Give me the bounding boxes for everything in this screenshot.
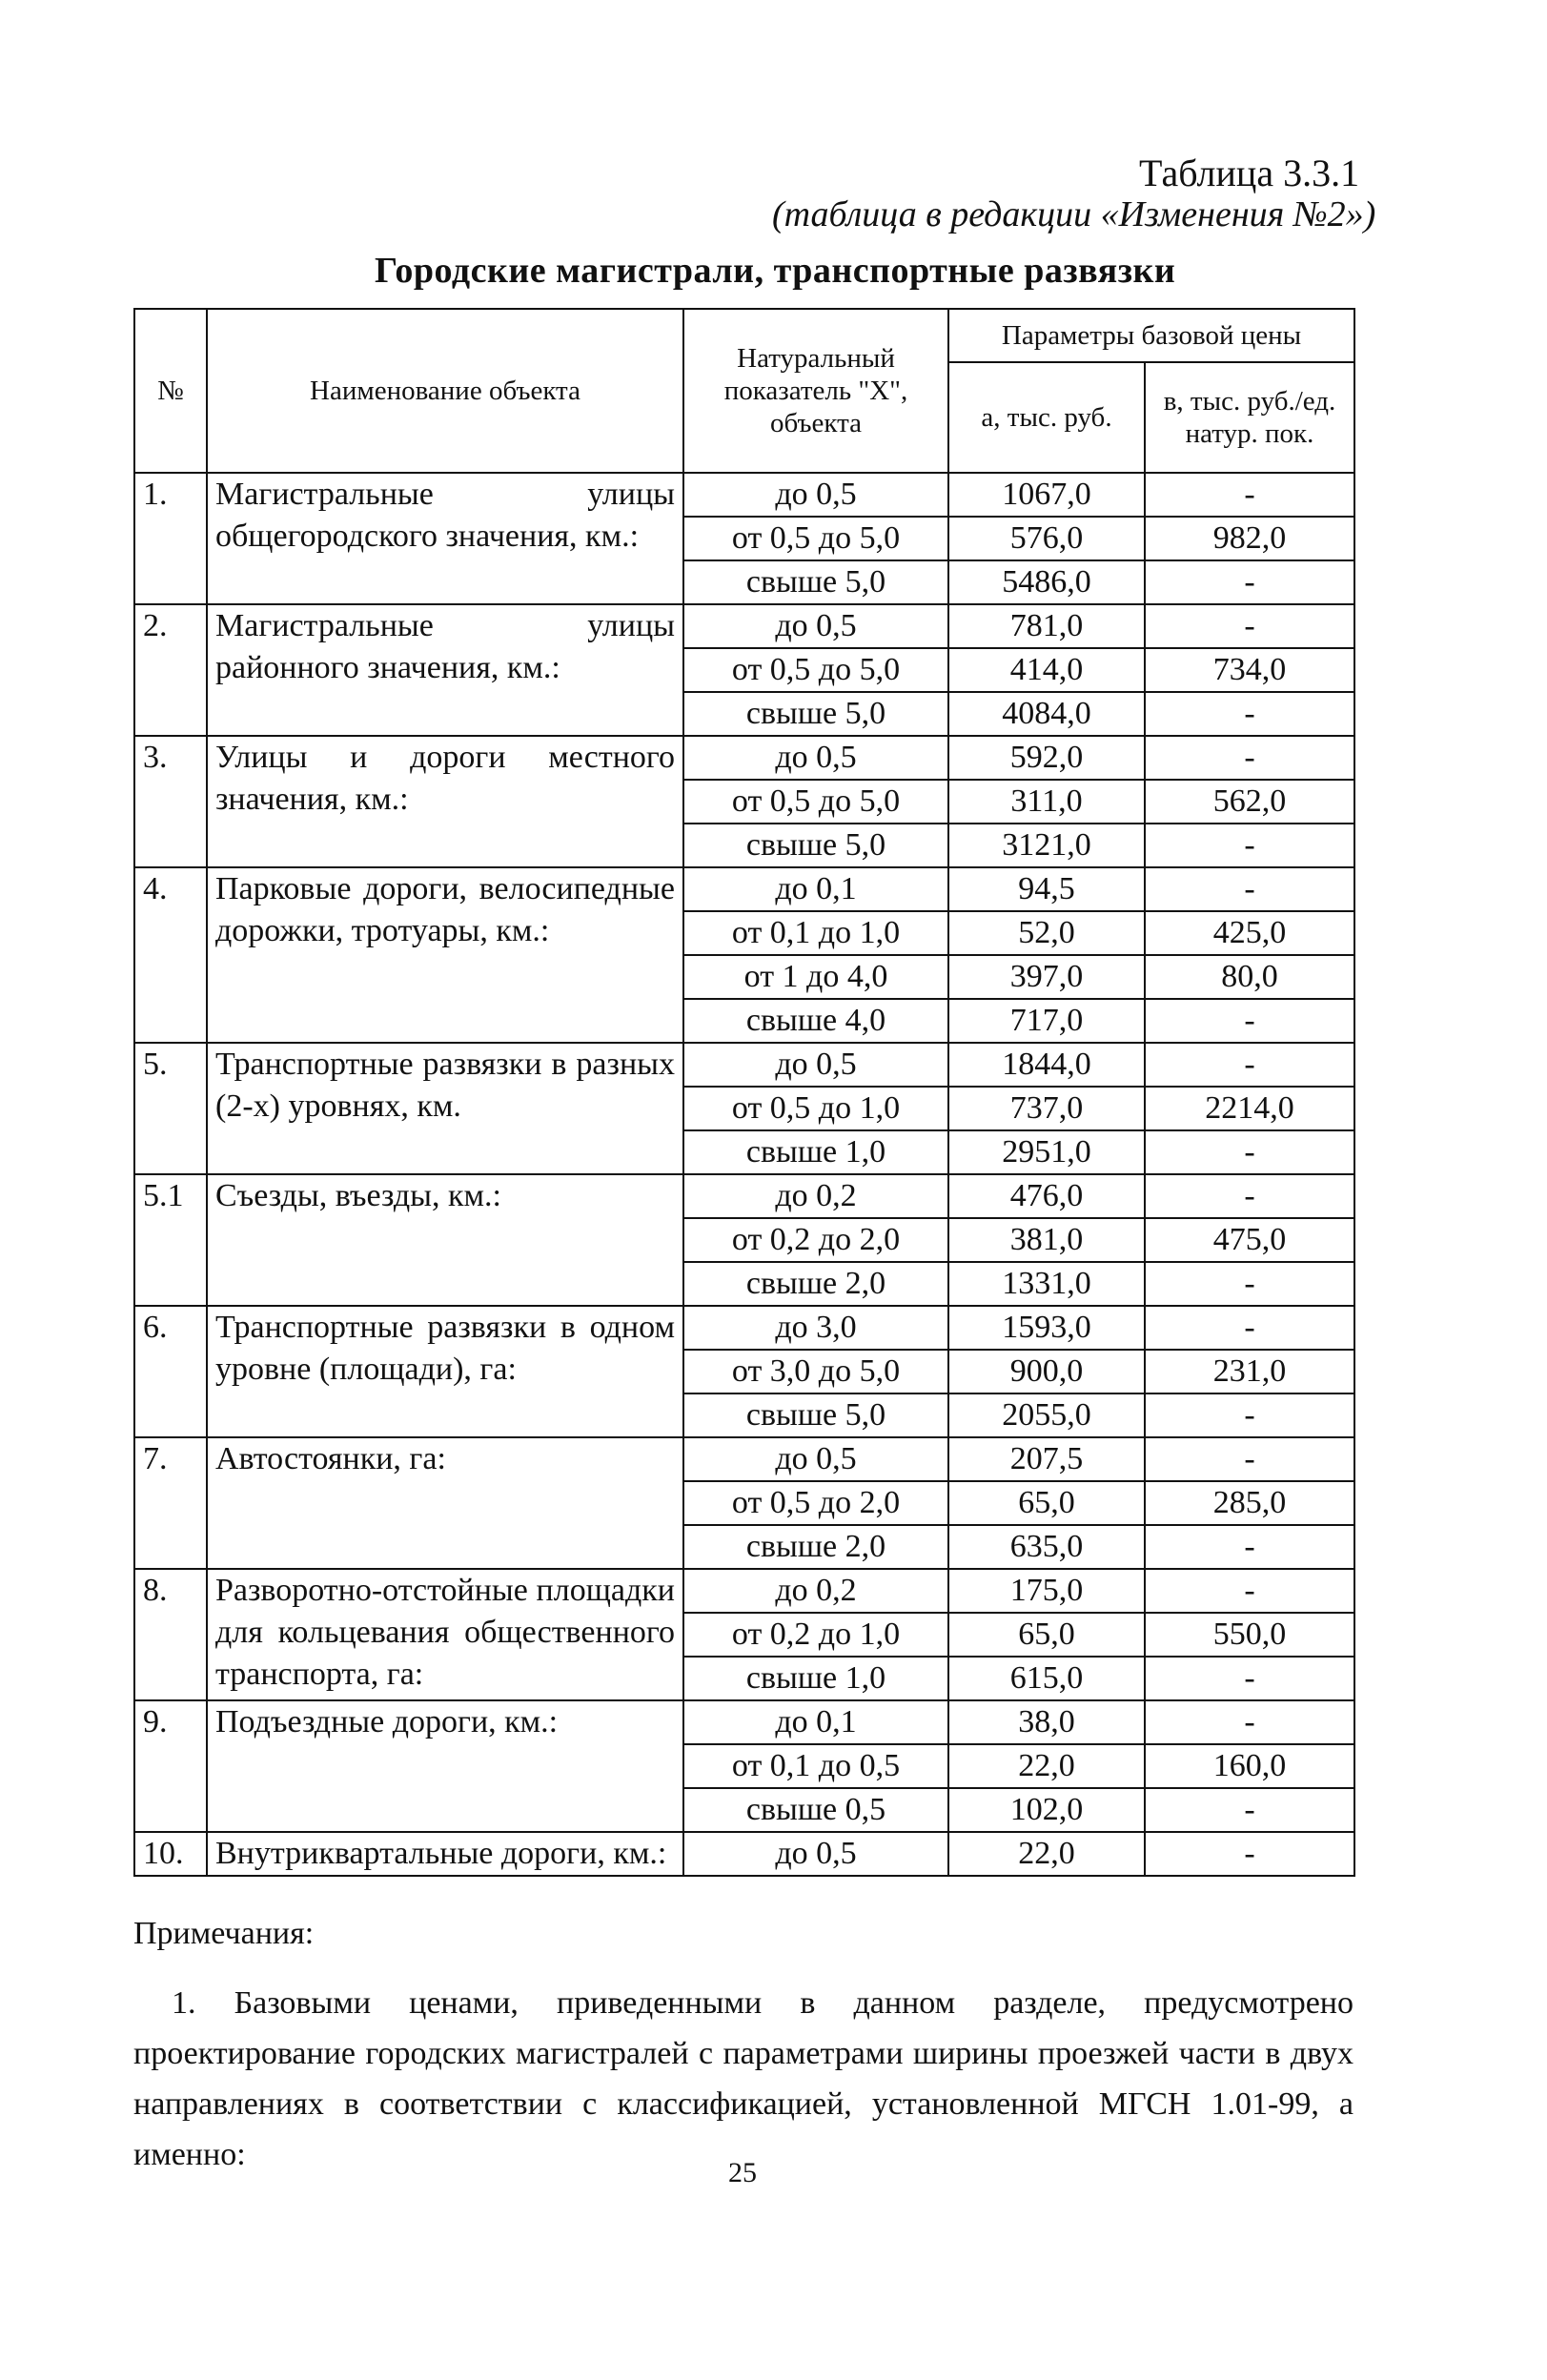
table-row (134, 736, 1354, 780)
price-b: 425,0 (1145, 911, 1354, 955)
price-b: 562,0 (1145, 780, 1354, 824)
price-b: 982,0 (1145, 517, 1354, 560)
header-natural: Натуральный показатель "X", объекта (683, 309, 948, 473)
natural-indicator: до 0,5 (683, 473, 948, 517)
price-a: 476,0 (948, 1174, 1145, 1218)
natural-indicator: от 0,5 до 5,0 (683, 517, 948, 560)
price-table (133, 308, 1355, 1877)
price-b: - (1145, 560, 1354, 604)
table-row (134, 1569, 1354, 1613)
natural-indicator: до 0,5 (683, 736, 948, 780)
natural-indicator: свыше 1,0 (683, 1657, 948, 1700)
object-name: Подъездные дороги, км.: (207, 1700, 683, 1832)
notes-heading: Примечания: (133, 1916, 315, 1951)
price-b: - (1145, 1437, 1354, 1481)
price-a: 52,0 (948, 911, 1145, 955)
natural-indicator: от 0,5 до 5,0 (683, 780, 948, 824)
object-name: Внутриквартальные дороги, км.: (207, 1832, 683, 1876)
price-b: 160,0 (1145, 1744, 1354, 1788)
natural-indicator: от 0,5 до 1,0 (683, 1087, 948, 1130)
price-b: - (1145, 1832, 1354, 1876)
price-b: - (1145, 1393, 1354, 1437)
price-a: 38,0 (948, 1700, 1145, 1744)
table-edition-note: (таблица в редакции «Изменения №2») (772, 194, 1376, 234)
natural-indicator: свыше 2,0 (683, 1525, 948, 1569)
natural-indicator: свыше 5,0 (683, 560, 948, 604)
table-number: Таблица 3.3.1 (1139, 152, 1360, 194)
price-a: 717,0 (948, 999, 1145, 1043)
price-b: - (1145, 1700, 1354, 1744)
table-row (134, 1174, 1354, 1218)
natural-indicator: до 0,5 (683, 1437, 948, 1481)
row-number: 5. (134, 1043, 207, 1174)
table-row (134, 1306, 1354, 1350)
price-b: - (1145, 1306, 1354, 1350)
natural-indicator: от 0,5 до 5,0 (683, 648, 948, 692)
price-a: 22,0 (948, 1744, 1145, 1788)
header-no: № (134, 309, 207, 473)
object-name: Магистральные улицы районного значения, км.: (207, 604, 683, 736)
object-name: Транспортные развязки в разных (2-х) уровнях, км. (207, 1043, 683, 1174)
price-a: 635,0 (948, 1525, 1145, 1569)
natural-indicator: от 3,0 до 5,0 (683, 1350, 948, 1393)
row-number: 4. (134, 867, 207, 1043)
price-a: 414,0 (948, 648, 1145, 692)
natural-indicator: свыше 1,0 (683, 1130, 948, 1174)
price-a: 207,5 (948, 1437, 1145, 1481)
header-params: Параметры базовой цены (948, 309, 1354, 362)
natural-indicator: свыше 0,5 (683, 1788, 948, 1832)
price-b: - (1145, 1262, 1354, 1306)
natural-indicator: свыше 4,0 (683, 999, 948, 1043)
price-a: 592,0 (948, 736, 1145, 780)
natural-indicator: до 0,1 (683, 1700, 948, 1744)
natural-indicator: свыше 2,0 (683, 1262, 948, 1306)
price-a: 615,0 (948, 1657, 1145, 1700)
row-number: 6. (134, 1306, 207, 1437)
price-b: - (1145, 1525, 1354, 1569)
row-number: 2. (134, 604, 207, 736)
table-row (134, 867, 1354, 911)
table-row (134, 1832, 1354, 1876)
natural-indicator: до 0,5 (683, 604, 948, 648)
table-row (134, 1700, 1354, 1744)
price-b: - (1145, 1174, 1354, 1218)
object-name: Парковые дороги, велосипедные дорожки, тротуары, км.: (207, 867, 683, 1043)
natural-indicator: от 1 до 4,0 (683, 955, 948, 999)
natural-indicator: до 0,2 (683, 1569, 948, 1613)
row-number: 1. (134, 473, 207, 604)
price-a: 4084,0 (948, 692, 1145, 736)
price-a: 1844,0 (948, 1043, 1145, 1087)
price-b: - (1145, 1788, 1354, 1832)
price-b: 80,0 (1145, 955, 1354, 999)
table-row (134, 1043, 1354, 1087)
object-name: Магистральные улицы общегородского значения, км.: (207, 473, 683, 604)
price-b: 475,0 (1145, 1218, 1354, 1262)
natural-indicator: до 0,2 (683, 1174, 948, 1218)
row-number: 3. (134, 736, 207, 867)
table-row (134, 473, 1354, 517)
price-a: 102,0 (948, 1788, 1145, 1832)
object-name: Улицы и дороги местного значения, км.: (207, 736, 683, 867)
natural-indicator: от 0,5 до 2,0 (683, 1481, 948, 1525)
price-a: 1593,0 (948, 1306, 1145, 1350)
header-b: в, тыс. руб./ед. натур. пок. (1145, 362, 1354, 473)
note-1: 1. Базовыми ценами, приведенными в данном разделе, предусмотрено проектирование городских магистралей с параметрами ширины проезжей части в двух направлениях в соответствии с классификацией, установленной МГСН 1.01-99, а именно: (133, 1985, 1354, 2172)
price-b: - (1145, 867, 1354, 911)
price-b: - (1145, 604, 1354, 648)
object-name: Транспортные развязки в одном уровне (площади), га: (207, 1306, 683, 1437)
price-a: 781,0 (948, 604, 1145, 648)
row-number: 8. (134, 1569, 207, 1700)
price-a: 94,5 (948, 867, 1145, 911)
price-a: 397,0 (948, 955, 1145, 999)
price-a: 1067,0 (948, 473, 1145, 517)
price-a: 65,0 (948, 1481, 1145, 1525)
natural-indicator: до 0,5 (683, 1832, 948, 1876)
object-name: Съезды, въезды, км.: (207, 1174, 683, 1306)
price-a: 576,0 (948, 517, 1145, 560)
price-b: - (1145, 473, 1354, 517)
natural-indicator: до 0,5 (683, 1043, 948, 1087)
row-number: 5.1 (134, 1174, 207, 1306)
natural-indicator: до 0,1 (683, 867, 948, 911)
price-a: 311,0 (948, 780, 1145, 824)
table-header (134, 309, 1354, 473)
price-a: 1331,0 (948, 1262, 1145, 1306)
price-a: 381,0 (948, 1218, 1145, 1262)
natural-indicator: свыше 5,0 (683, 1393, 948, 1437)
price-a: 5486,0 (948, 560, 1145, 604)
price-b: - (1145, 692, 1354, 736)
row-number: 10. (134, 1832, 207, 1876)
natural-indicator: свыше 5,0 (683, 692, 948, 736)
table-title: Городские магистрали, транспортные развязки (375, 251, 1176, 291)
natural-indicator: от 0,2 до 1,0 (683, 1613, 948, 1657)
header-name: Наименование объекта (207, 309, 683, 473)
table-row (134, 1437, 1354, 1481)
natural-indicator: от 0,1 до 0,5 (683, 1744, 948, 1788)
object-name: Разворотно-отстойные площадки для кольцевания общественного транспорта, га: (207, 1569, 683, 1700)
natural-indicator: свыше 5,0 (683, 824, 948, 867)
price-b: 550,0 (1145, 1613, 1354, 1657)
natural-indicator: от 0,1 до 1,0 (683, 911, 948, 955)
price-b: 2214,0 (1145, 1087, 1354, 1130)
table-row (134, 604, 1354, 648)
price-b: - (1145, 1569, 1354, 1613)
price-a: 900,0 (948, 1350, 1145, 1393)
price-b: 734,0 (1145, 648, 1354, 692)
price-a: 175,0 (948, 1569, 1145, 1613)
object-name: Автостоянки, га: (207, 1437, 683, 1569)
natural-indicator: от 0,2 до 2,0 (683, 1218, 948, 1262)
price-b: - (1145, 1130, 1354, 1174)
price-b: - (1145, 999, 1354, 1043)
row-number: 7. (134, 1437, 207, 1569)
natural-indicator: до 3,0 (683, 1306, 948, 1350)
header-a: а, тыс. руб. (948, 362, 1145, 473)
price-b: - (1145, 1043, 1354, 1087)
price-a: 737,0 (948, 1087, 1145, 1130)
table-body (134, 473, 1354, 1876)
price-a: 65,0 (948, 1613, 1145, 1657)
page-number: 25 (728, 2157, 757, 2188)
price-b: - (1145, 824, 1354, 867)
price-b: - (1145, 1657, 1354, 1700)
price-b: 285,0 (1145, 1481, 1354, 1525)
price-a: 2055,0 (948, 1393, 1145, 1437)
price-b: 231,0 (1145, 1350, 1354, 1393)
price-a: 3121,0 (948, 824, 1145, 867)
price-a: 2951,0 (948, 1130, 1145, 1174)
row-number: 9. (134, 1700, 207, 1832)
price-a: 22,0 (948, 1832, 1145, 1876)
price-b: - (1145, 736, 1354, 780)
